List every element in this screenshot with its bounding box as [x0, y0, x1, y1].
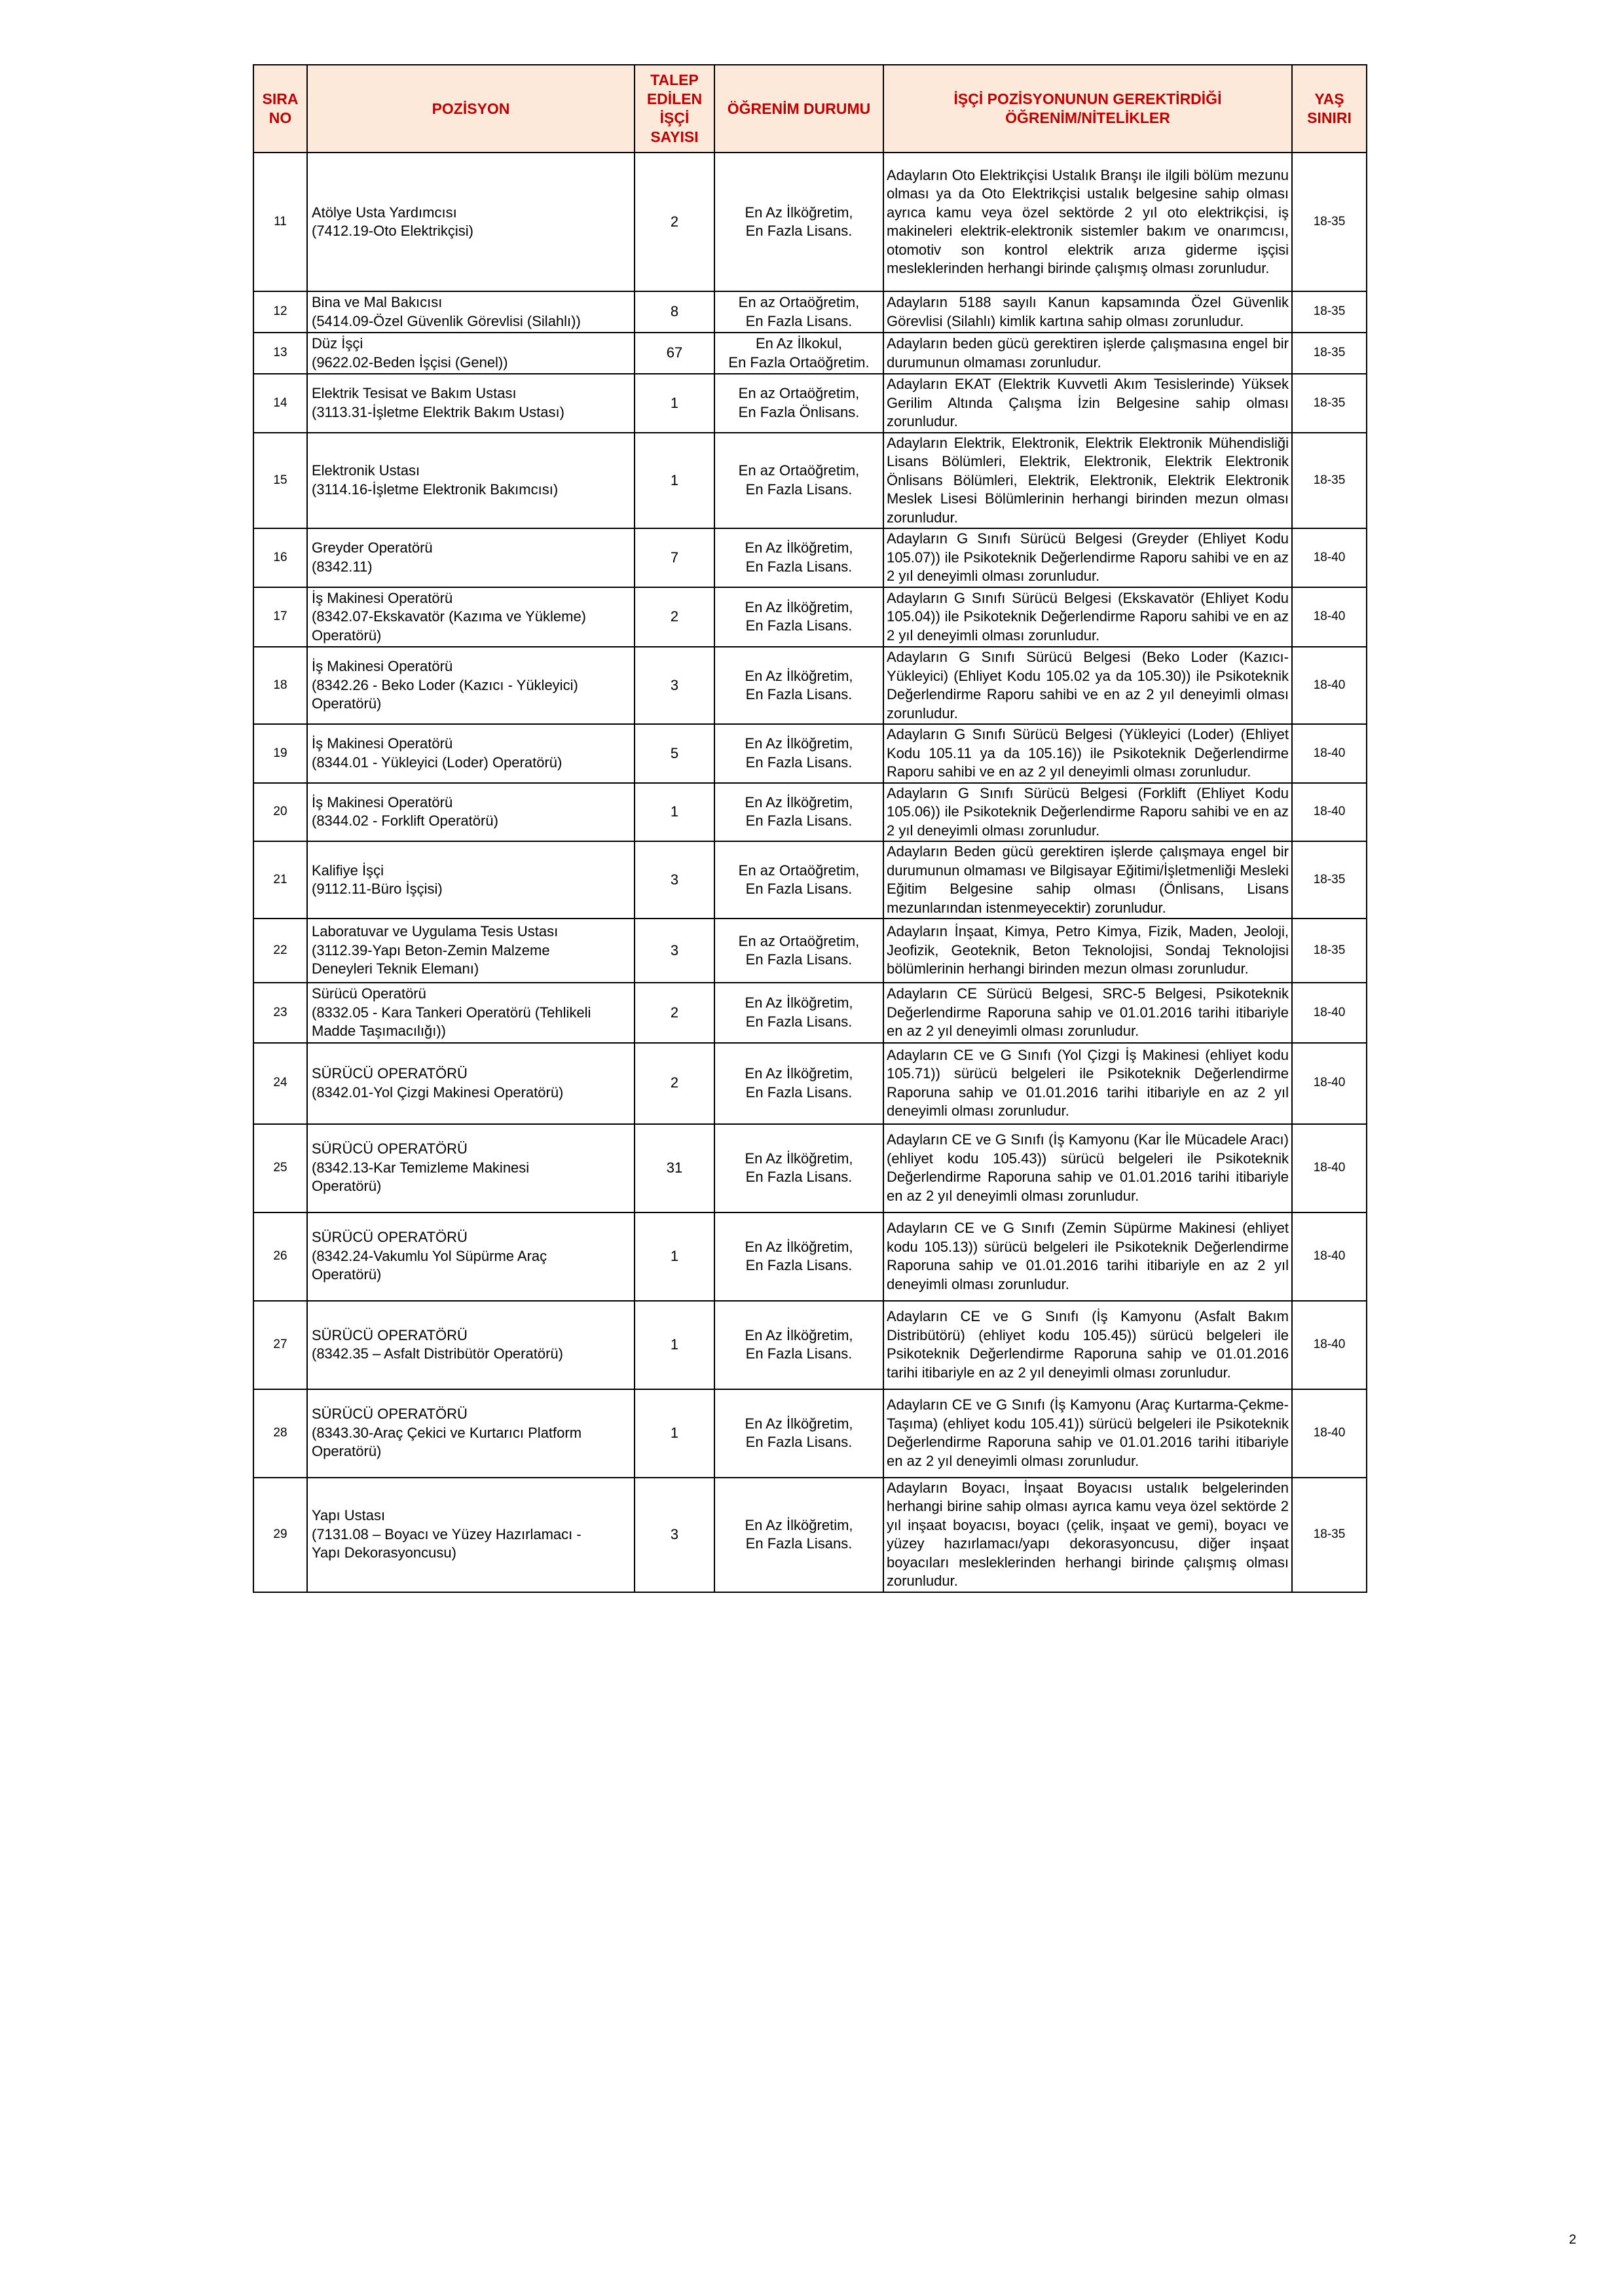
education-cell	[714, 783, 883, 842]
education-line: En Az İlkokul,	[755, 335, 843, 352]
education-line: En Az İlköğretim,	[745, 539, 853, 556]
row-number: 27	[253, 1301, 307, 1389]
education-cell	[714, 333, 883, 374]
position-line: (7412.19-Oto Elektrikçisi)	[312, 223, 473, 239]
position-line: (3114.16-İşletme Elektronik Bakımcısı)	[312, 481, 559, 498]
education-line: En Az İlköğretim,	[745, 1326, 853, 1343]
requirements-cell: Adayların CE ve G Sınıfı (İş Kamyonu (Araç Kurtarma-Çekme-Taşıma) (ehliyet kodu 105.41)) sürücü belgeleri ile Psikoteknik Değerlendirme Raporuna sahip ve 01.01.2016 tarihi itibariyle en az 2 yıl deneyimli olması zorunludur.	[883, 1389, 1292, 1478]
position-cell	[307, 333, 635, 374]
education-cell	[714, 153, 883, 291]
requirements-cell: Adayların Boyacı, İnşaat Boyacısı ustalık belgelerinden herhangi birine sahip olması ayrıca kamu veya özel sektörde 2 yıl inşaat boyacısı, boyacı (çelik, inşaat ve gemi), boyacı ve yüzey hazırlamacı/yapı dekorasyoncusu, diğer inşaat boyacıları mesleklerinden herhangi birinde çalışmış olması zorunludur.	[883, 1478, 1292, 1592]
education-cell	[714, 1124, 883, 1212]
age-limit: 18-40	[1292, 1043, 1367, 1124]
worker-count: 3	[635, 841, 714, 919]
position-line: Düz İşçi	[312, 335, 363, 352]
age-limit: 18-40	[1292, 1212, 1367, 1301]
row-number: 22	[253, 919, 307, 983]
education-line: En Fazla Lisans.	[745, 481, 853, 498]
requirements-cell: Adayların CE ve G Sınıfı (İş Kamyonu (Asfalt Bakım Distribütörü) (ehliyet kodu 105.45)) sürücü belgeleri ile Psikoteknik Değerlendirme Raporuna sahip ve 01.01.2016 tarihi itibariyle en az 2 yıl deneyimli olması zorunludur.	[883, 1301, 1292, 1389]
requirements-cell: Adayların G Sınıfı Sürücü Belgesi (Ekskavatör (Ehliyet Kodu 105.04)) ile Psikoteknik Değerlendirme Raporu sahibi ve en az 2 yıl deneyimli olması zorunludur.	[883, 587, 1292, 647]
education-line: En az Ortaöğretim,	[738, 294, 860, 310]
education-line: En Fazla Lisans.	[745, 881, 853, 897]
education-cell	[714, 1212, 883, 1301]
position-line: Operatörü)	[312, 627, 382, 644]
education-line: En Fazla Lisans.	[745, 1535, 853, 1552]
age-limit: 18-40	[1292, 983, 1367, 1043]
position-line: Madde Taşımacılığı))	[312, 1023, 447, 1039]
position-line: (9622.02-Beden İşçisi (Genel))	[312, 354, 508, 371]
requirements-cell: Adayların G Sınıfı Sürücü Belgesi (Forklift (Ehliyet Kodu 105.06)) ile Psikoteknik Değerlendirme Raporu sahibi ve en az 2 yıl deneyimli olması zorunludur.	[883, 783, 1292, 842]
worker-count: 3	[635, 919, 714, 983]
position-line: Operatörü)	[312, 1443, 382, 1460]
education-line: En Az İlköğretim,	[745, 1065, 853, 1082]
requirements-cell: Adayların beden gücü gerektiren işlerde çalışmasına engel bir durumunun olmaması zorunludur.	[883, 333, 1292, 374]
position-line: Atölye Usta Yardımcısı	[312, 204, 457, 221]
education-line: En Fazla Lisans.	[745, 1169, 853, 1185]
education-line: En Fazla Ortaöğretim.	[728, 354, 870, 371]
row-number: 18	[253, 647, 307, 724]
worker-count: 2	[635, 587, 714, 647]
position-line: (8342.35 – Asfalt Distribütör Operatörü)	[312, 1345, 563, 1362]
worker-count: 1	[635, 374, 714, 433]
worker-count: 1	[635, 1389, 714, 1478]
education-line: En az Ortaöğretim,	[738, 462, 860, 479]
age-limit: 18-40	[1292, 1389, 1367, 1478]
position-line: Operatörü)	[312, 1266, 382, 1283]
position-line: Operatörü)	[312, 1178, 382, 1195]
position-line: (8342.07-Ekskavatör (Kazıma ve Yükleme)	[312, 608, 586, 625]
education-cell	[714, 1389, 883, 1478]
position-cell	[307, 528, 635, 587]
education-line: En Fazla Lisans.	[745, 1345, 853, 1362]
table-row	[253, 153, 1367, 291]
table-row	[253, 587, 1367, 647]
education-line: En Az İlköğretim,	[745, 1516, 853, 1533]
row-number: 29	[253, 1478, 307, 1592]
worker-count: 31	[635, 1124, 714, 1212]
worker-count: 7	[635, 528, 714, 587]
position-line: Greyder Operatörü	[312, 539, 433, 556]
worker-count: 67	[635, 333, 714, 374]
education-line: En Az İlköğretim,	[745, 735, 853, 752]
position-line: SÜRÜCÜ OPERATÖRÜ	[312, 1406, 468, 1423]
education-line: En Fazla Lisans.	[745, 312, 853, 329]
education-line: En Fazla Lisans.	[745, 1257, 853, 1273]
row-number: 14	[253, 374, 307, 433]
worker-count: 8	[635, 291, 714, 333]
position-cell	[307, 153, 635, 291]
requirements-cell: Adayların CE ve G Sınıfı (İş Kamyonu (Kar İle Mücadele Aracı) (ehliyet kodu 105.43)) sürücü belgeleri ile Psikoteknik Değerlendirme Raporuna sahip ve 01.01.2016 tarihi itibariyle en az 2 yıl deneyimli olması zorunludur.	[883, 1124, 1292, 1212]
requirements-cell: Adayların EKAT (Elektrik Kuvvetli Akım Tesislerinde) Yüksek Gerilim Altında Çalışma İzin Belgesine sahip olması zorunludur.	[883, 374, 1292, 433]
position-cell	[307, 1389, 635, 1478]
worker-count: 1	[635, 783, 714, 842]
age-limit: 18-35	[1292, 433, 1367, 529]
table-row	[253, 1478, 1367, 1592]
worker-count: 2	[635, 1043, 714, 1124]
table-row	[253, 1043, 1367, 1124]
education-line: En Az İlköğretim,	[745, 1150, 853, 1167]
position-line: Sürücü Operatörü	[312, 985, 426, 1002]
requirements-cell: Adayların Oto Elektrikçisi Ustalık Branşı ile ilgili bölüm mezunu olması ya da Oto Elektrikçisi ustalık belgesine sahip olması ayrıca kamu veya özel sektörde 2 yıl oto elektrikçisi, iş makineleri elektrik-elektronik sistemler bakım ve onarımcısı, otomotiv son kontrol elektrik arıza giderme işçisi mesleklerinden herhangi birinde çalışmış olması zorunludur.	[883, 153, 1292, 291]
age-limit: 18-35	[1292, 1478, 1367, 1592]
education-line: En Fazla Lisans.	[745, 1084, 853, 1101]
position-cell	[307, 647, 635, 724]
position-line: Deneyleri Teknik Elemanı)	[312, 960, 479, 977]
table-header-row	[253, 65, 1367, 153]
position-line: (8342.24-Vakumlu Yol Süpürme Araç	[312, 1247, 547, 1264]
header-yas: YAŞ SINIRI	[1292, 65, 1367, 153]
worker-count: 1	[635, 1212, 714, 1301]
requirements-cell: Adayların Elektrik, Elektronik, Elektrik Elektronik Mühendisliği Lisans Bölümleri, Elektrik, Elektronik, Elektrik Elektronik Önlisans Bölümleri, Elektrik, Elektronik, Elektrik Elektronik Meslek Lisesi Bölümlerinin herhangi birinden mezun olması zorunludur.	[883, 433, 1292, 529]
position-line: SÜRÜCÜ OPERATÖRÜ	[312, 1229, 468, 1246]
row-number: 17	[253, 587, 307, 647]
row-number: 25	[253, 1124, 307, 1212]
age-limit: 18-35	[1292, 841, 1367, 919]
position-line: (5414.09-Özel Güvenlik Görevlisi (Silahlı))	[312, 312, 581, 329]
position-line: İş Makinesi Operatörü	[312, 735, 453, 752]
requirements-cell: Adayların G Sınıfı Sürücü Belgesi (Greyder (Ehliyet Kodu 105.07)) ile Psikoteknik Değerlendirme Raporu sahibi ve en az 2 yıl deneyimli olması zorunludur.	[883, 528, 1292, 587]
worker-count: 5	[635, 724, 714, 783]
education-cell	[714, 433, 883, 529]
age-limit: 18-40	[1292, 724, 1367, 783]
row-number: 12	[253, 291, 307, 333]
requirements-cell: Adayların CE ve G Sınıfı (Yol Çizgi İş Makinesi (ehliyet kodu 105.71)) sürücü belgeleri ile Psikoteknik Değerlendirme Raporuna sahip ve 01.01.2016 tarihi itibariyle en az 2 yıl deneyimli olması zorunludur.	[883, 1043, 1292, 1124]
position-line: (7131.08 – Boyacı ve Yüzey Hazırlamacı -	[312, 1525, 581, 1542]
position-cell	[307, 783, 635, 842]
position-line: (8342.11)	[312, 558, 373, 575]
position-line: (8342.13-Kar Temizleme Makinesi	[312, 1159, 530, 1176]
requirements-cell: Adayların CE ve G Sınıfı (Zemin Süpürme Makinesi (ehliyet kodu 105.13)) sürücü belgeleri ile Psikoteknik Değerlendirme Raporuna sahip ve 01.01.2016 tarihi itibariyle en az 2 yıl deneyimli olması zorunludur.	[883, 1212, 1292, 1301]
row-number: 19	[253, 724, 307, 783]
row-number: 16	[253, 528, 307, 587]
table-row	[253, 1301, 1367, 1389]
table-row	[253, 841, 1367, 919]
page-number: 2	[1569, 2232, 1577, 2247]
requirements-cell: Adayların G Sınıfı Sürücü Belgesi (Beko Loder (Kazıcı-Yükleyici) (Ehliyet Kodu 105.02 ya da 105.30)) ile Psikoteknik Değerlendirme Raporu sahibi ve en az 2 yıl deneyimli olması zorunludur.	[883, 647, 1292, 724]
job-positions-table	[253, 64, 1367, 1593]
row-number: 13	[253, 333, 307, 374]
age-limit: 18-35	[1292, 374, 1367, 433]
worker-count: 1	[635, 433, 714, 529]
education-line: En Fazla Lisans.	[745, 1434, 853, 1450]
age-limit: 18-35	[1292, 333, 1367, 374]
position-line: Yapı Dekorasyoncusu)	[312, 1544, 456, 1561]
table-body	[253, 153, 1367, 1592]
position-line: SÜRÜCÜ OPERATÖRÜ	[312, 1140, 468, 1157]
table-row	[253, 528, 1367, 587]
row-number: 11	[253, 153, 307, 291]
education-line: En Fazla Lisans.	[745, 812, 853, 829]
education-cell	[714, 374, 883, 433]
age-limit: 18-40	[1292, 647, 1367, 724]
position-cell	[307, 841, 635, 919]
position-cell	[307, 1478, 635, 1592]
education-line: En Fazla Lisans.	[745, 1013, 853, 1030]
position-line: Yapı Ustası	[312, 1507, 386, 1524]
education-line: En az Ortaöğretim,	[738, 385, 860, 402]
header-sira-no: SIRA NO	[253, 65, 307, 153]
education-cell	[714, 1043, 883, 1124]
requirements-cell: Adayların 5188 sayılı Kanun kapsamında Özel Güvenlik Görevlisi (Silahlı) kimlik kartına sahip olması zorunludur.	[883, 291, 1292, 333]
education-cell	[714, 587, 883, 647]
table-row	[253, 919, 1367, 983]
age-limit: 18-40	[1292, 1301, 1367, 1389]
position-line: İş Makinesi Operatörü	[312, 793, 453, 811]
position-cell	[307, 724, 635, 783]
position-line: Operatörü)	[312, 695, 382, 712]
position-line: (9112.11-Büro İşçisi)	[312, 881, 443, 897]
education-cell	[714, 291, 883, 333]
position-cell	[307, 919, 635, 983]
requirements-cell: Adayların CE Sürücü Belgesi, SRC-5 Belgesi, Psikoteknik Değerlendirme Raporuna sahip ve 01.01.2016 tarihi itibariyle en az 2 yıl deneyimli olması zorunludur.	[883, 983, 1292, 1043]
age-limit: 18-35	[1292, 919, 1367, 983]
age-limit: 18-40	[1292, 783, 1367, 842]
position-line: SÜRÜCÜ OPERATÖRÜ	[312, 1326, 468, 1343]
education-cell	[714, 528, 883, 587]
row-number: 28	[253, 1389, 307, 1478]
header-ogrenim: ÖĞRENİM DURUMU	[714, 65, 883, 153]
position-line: (8342.26 - Beko Loder (Kazıcı - Yükleyici)	[312, 676, 578, 693]
row-number: 15	[253, 433, 307, 529]
header-nitelikler: İŞÇİ POZİSYONUNUN GEREKTİRDİĞİ ÖĞRENİM/NİTELİKLER	[883, 65, 1292, 153]
education-cell	[714, 983, 883, 1043]
education-line: En Az İlköğretim,	[745, 1238, 853, 1255]
education-line: En Az İlköğretim,	[745, 598, 853, 615]
education-cell	[714, 841, 883, 919]
education-line: En Az İlköğretim,	[745, 1415, 853, 1432]
header-talep: TALEP EDİLEN İŞÇİ SAYISI	[635, 65, 714, 153]
table-row	[253, 374, 1367, 433]
table-row	[253, 1212, 1367, 1301]
position-line: Bina ve Mal Bakıcısı	[312, 294, 443, 310]
position-cell	[307, 374, 635, 433]
education-cell	[714, 1301, 883, 1389]
education-line: En Fazla Lisans.	[745, 558, 853, 575]
education-line: En Fazla Lisans.	[745, 223, 853, 239]
position-line: (8332.05 - Kara Tankeri Operatörü (Tehlikeli	[312, 1004, 591, 1021]
row-number: 20	[253, 783, 307, 842]
position-cell	[307, 587, 635, 647]
education-line: En Az İlköğretim,	[745, 204, 853, 221]
row-number: 21	[253, 841, 307, 919]
worker-count: 2	[635, 983, 714, 1043]
education-line: En Fazla Lisans.	[745, 686, 853, 702]
table-row	[253, 433, 1367, 529]
requirements-cell: Adayların G Sınıfı Sürücü Belgesi (Yükleyici (Loder) (Ehliyet Kodu 105.11 ya da 105.16)) ile Psikoteknik Değerlendirme Raporu sahibi ve en az 2 yıl deneyimli olması zorunludur.	[883, 724, 1292, 783]
position-cell	[307, 433, 635, 529]
education-line: En az Ortaöğretim,	[738, 932, 860, 949]
age-limit: 18-40	[1292, 1124, 1367, 1212]
table-row	[253, 983, 1367, 1043]
table-row	[253, 647, 1367, 724]
position-cell	[307, 1212, 635, 1301]
position-line: İş Makinesi Operatörü	[312, 589, 453, 606]
education-line: En Az İlköğretim,	[745, 994, 853, 1011]
position-line: (8342.01-Yol Çizgi Makinesi Operatörü)	[312, 1084, 564, 1101]
position-cell	[307, 983, 635, 1043]
position-cell	[307, 291, 635, 333]
requirements-cell: Adayların İnşaat, Kimya, Petro Kimya, Fizik, Maden, Jeoloji, Jeofizik, Geoteknik, Beton Teknolojisi, Sondaj Teknolojisi bölümlerinin herhangi birinden mezun olması zorunludur.	[883, 919, 1292, 983]
age-limit: 18-40	[1292, 528, 1367, 587]
table-row	[253, 1389, 1367, 1478]
position-line: (8344.02 - Forklift Operatörü)	[312, 812, 498, 829]
education-line: En Fazla Önlisans.	[738, 403, 860, 420]
worker-count: 3	[635, 1478, 714, 1592]
education-line: En Fazla Lisans.	[745, 951, 853, 968]
position-line: (3113.31-İşletme Elektrik Bakım Ustası)	[312, 403, 564, 420]
position-line: Kalifiye İşçi	[312, 862, 384, 879]
position-line: İş Makinesi Operatörü	[312, 658, 453, 675]
education-line: En Fazla Lisans.	[745, 754, 853, 771]
row-number: 24	[253, 1043, 307, 1124]
position-cell	[307, 1124, 635, 1212]
position-line: Elektronik Ustası	[312, 462, 420, 479]
position-line: (8344.01 - Yükleyici (Loder) Operatörü)	[312, 754, 563, 771]
table-row	[253, 291, 1367, 333]
education-cell	[714, 647, 883, 724]
position-line: Elektrik Tesisat ve Bakım Ustası	[312, 385, 517, 402]
age-limit: 18-35	[1292, 153, 1367, 291]
requirements-cell: Adayların Beden gücü gerektiren işlerde çalışmaya engel bir durumunun olmaması ve Bilgisayar Eğitimi/İşletmenliği Mesleki Eğitim Belgesine sahip olması (Önlisans, Lisans mezunlarından istenmeyecektir) zorunludur.	[883, 841, 1292, 919]
position-line: SÜRÜCÜ OPERATÖRÜ	[312, 1065, 468, 1082]
education-line: En az Ortaöğretim,	[738, 862, 860, 879]
table-row	[253, 724, 1367, 783]
position-line: Laboratuvar ve Uygulama Tesis Ustası	[312, 923, 559, 940]
education-line: En Az İlköğretim,	[745, 793, 853, 811]
table-row	[253, 1124, 1367, 1212]
table-row	[253, 333, 1367, 374]
education-line: En Az İlköğretim,	[745, 667, 853, 684]
position-line: (3112.39-Yapı Beton-Zemin Malzeme	[312, 941, 550, 958]
worker-count: 2	[635, 153, 714, 291]
header-pozisyon: POZİSYON	[307, 65, 635, 153]
age-limit: 18-40	[1292, 587, 1367, 647]
position-cell	[307, 1043, 635, 1124]
education-cell	[714, 724, 883, 783]
worker-count: 1	[635, 1301, 714, 1389]
education-cell	[714, 919, 883, 983]
row-number: 23	[253, 983, 307, 1043]
position-line: (8343.30-Araç Çekici ve Kurtarıcı Platform	[312, 1424, 582, 1441]
education-line: En Fazla Lisans.	[745, 617, 853, 634]
position-cell	[307, 1301, 635, 1389]
age-limit: 18-35	[1292, 291, 1367, 333]
education-cell	[714, 1478, 883, 1592]
row-number: 26	[253, 1212, 307, 1301]
worker-count: 3	[635, 647, 714, 724]
table-row	[253, 783, 1367, 842]
